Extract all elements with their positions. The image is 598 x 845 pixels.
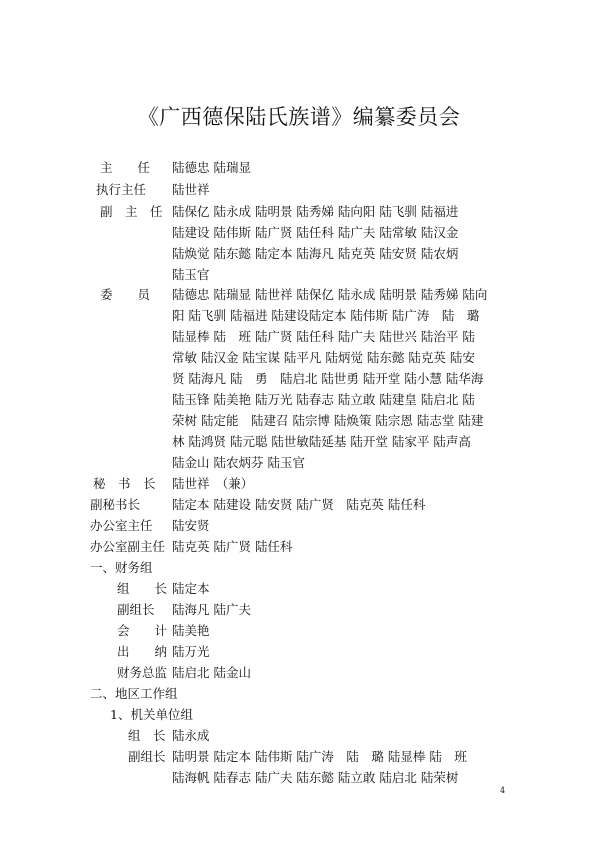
- row-value: 陆德忠 陆瑞显 陆世祥 陆保亿 陆永成 陆明景 陆秀娣 陆向: [172, 287, 488, 302]
- row-value: 陆明景 陆定本 陆伟斯 陆广涛 陆 璐 陆显棒 陆 班: [172, 749, 467, 764]
- row-value: 陆显棒 陆 班 陆广贤 陆任科 陆广夫 陆世兴 陆治平 陆: [172, 329, 475, 344]
- row-value: 陆焕觉 陆东懿 陆定本 陆海凡 陆克英 陆安贤 陆农炳: [172, 246, 459, 261]
- page-number: 4: [500, 786, 506, 795]
- document-title: 《广西德保陆氏族谱》编纂委员会: [137, 105, 461, 129]
- row-label: 秘 书 长: [93, 476, 156, 491]
- section-label: 二、地区工作组: [90, 686, 178, 701]
- row-value: 陆安贤: [172, 518, 210, 533]
- row-value: 陆定本 陆建设 陆安贤 陆广贤 陆克英 陆任科: [172, 497, 426, 512]
- row-label: 副组长: [117, 602, 155, 617]
- row-value: 陆启北 陆金山: [172, 665, 251, 680]
- row-label: 执行主任: [96, 182, 147, 197]
- row-value: 陆永成: [172, 728, 210, 743]
- row-label: 办公室主任: [90, 518, 153, 533]
- row-value: 陆保亿 陆永成 陆明景 陆秀娣 陆向阳 陆飞驯 陆福进: [172, 204, 459, 219]
- row-value: 陆克英 陆广贤 陆任科: [172, 539, 293, 554]
- row-value: 贤 陆海凡 陆 勇 陆启北 陆世勇 陆开堂 陆小慧 陆华海: [172, 371, 484, 386]
- row-value: 陆海凡 陆广夫: [172, 602, 251, 617]
- row-value: 阳 陆飞驯 陆福进 陆建设陆定本 陆伟斯 陆广涛 陆 璐: [172, 308, 480, 323]
- row-value: 陆海帆 陆春志 陆广夫 陆东懿 陆立敢 陆启北 陆荣树: [172, 770, 459, 785]
- row-label: 主 任: [100, 160, 151, 175]
- row-label: 组 长: [128, 728, 166, 743]
- row-value: 陆万光: [172, 644, 210, 659]
- row-value: 林 陆鸿贤 陆元聪 陆世敏陆延基 陆开堂 陆家平 陆声高: [172, 434, 471, 449]
- row-label: 副 主 任: [100, 204, 163, 219]
- row-label: 办公室副主任: [90, 539, 166, 554]
- row-value: 陆玉官: [172, 267, 210, 282]
- section-label: 一、财务组: [90, 560, 153, 575]
- row-value: 陆德忠 陆瑞显: [172, 160, 251, 175]
- row-label: 委 员: [100, 287, 151, 302]
- row-label: 出 纳: [117, 644, 168, 659]
- row-value: 荣树 陆定能 陆建召 陆宗博 陆焕策 陆宗恩 陆志堂 陆建: [172, 413, 484, 428]
- row-value: 陆建设 陆伟斯 陆广贤 陆任科 陆广夫 陆常敏 陆汉金: [172, 225, 459, 240]
- row-value: 陆玉锋 陆美艳 陆万光 陆春志 陆立敢 陆建皇 陆启北 陆: [172, 392, 475, 407]
- row-value: 陆美艳: [172, 623, 210, 638]
- row-label: 财务总监: [117, 665, 168, 680]
- row-label: 会 计: [117, 623, 168, 638]
- row-value: 陆定本: [172, 581, 210, 596]
- row-value: 陆金山 陆农炳芬 陆玉官: [172, 455, 305, 470]
- row-value: 陆世祥 （兼）: [172, 476, 254, 491]
- row-value: 常敏 陆汉金 陆宝谋 陆平凡 陆炳觉 陆东懿 陆克英 陆安: [172, 350, 475, 365]
- row-label: 组 长: [117, 581, 168, 596]
- section-label: 1、机关单位组: [110, 707, 193, 722]
- row-label: 副组长: [128, 749, 166, 764]
- row-value: 陆世祥: [172, 182, 210, 197]
- row-label: 副秘书长: [90, 497, 141, 512]
